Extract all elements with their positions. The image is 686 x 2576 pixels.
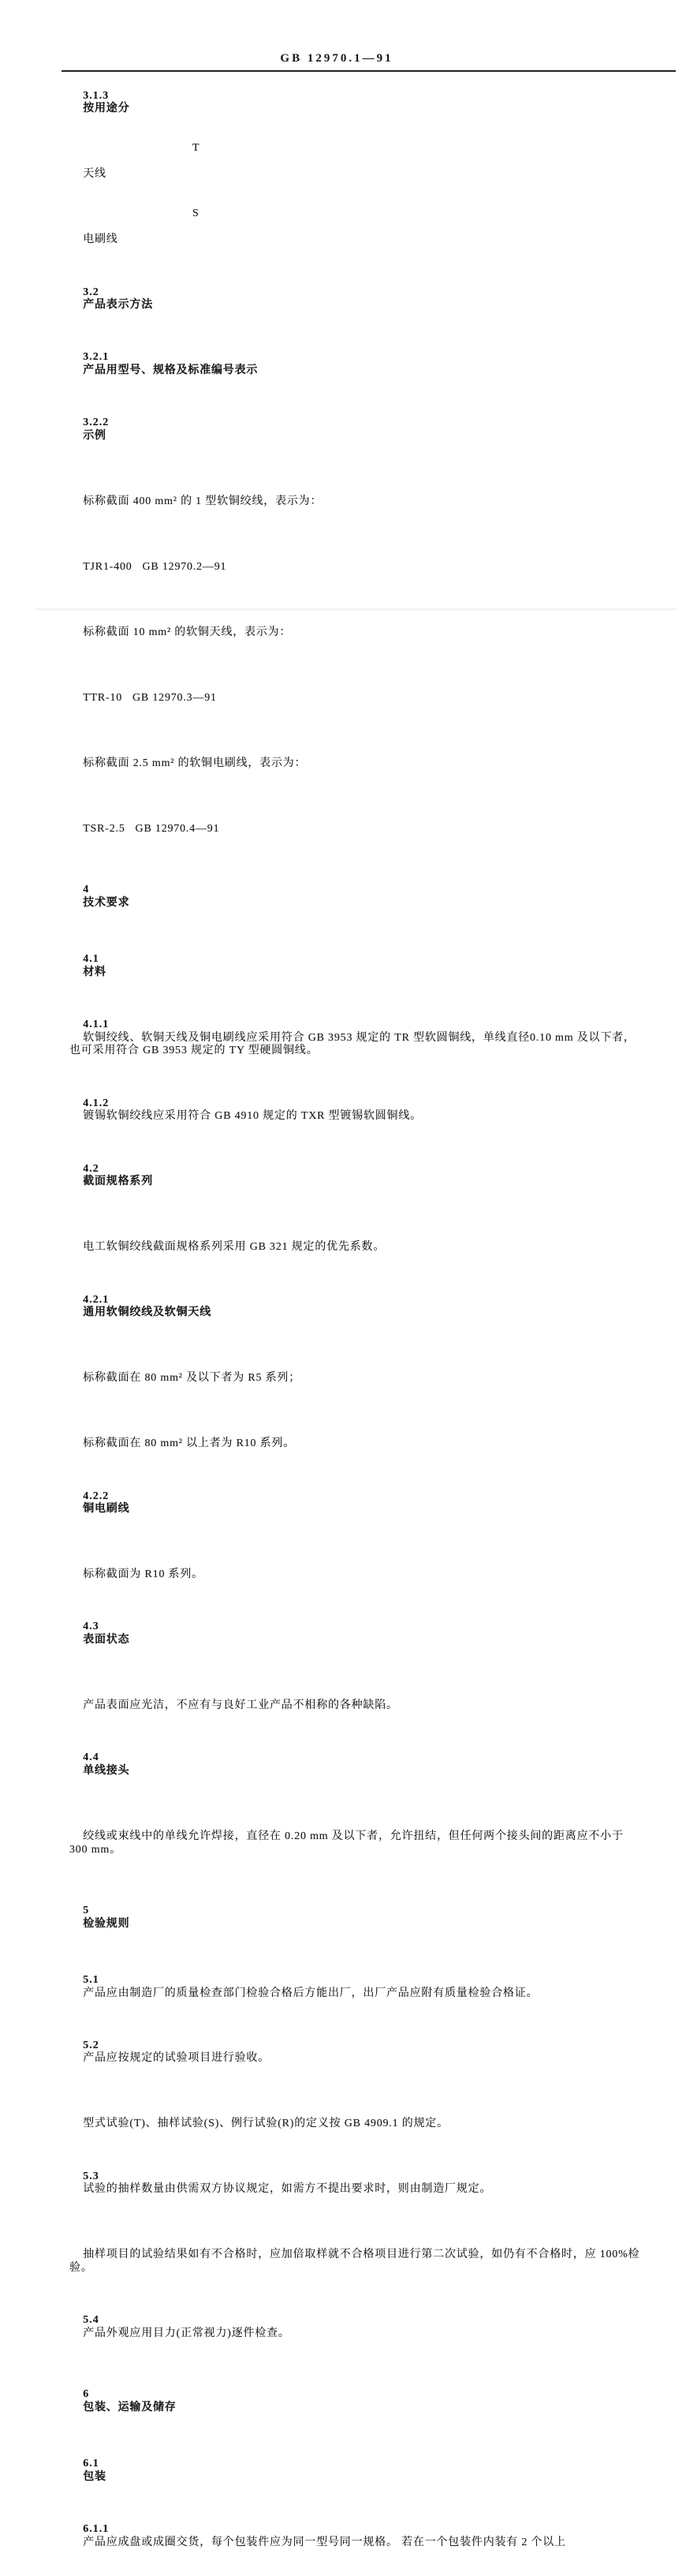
indented-paragraph bbox=[69, 1542, 640, 1608]
line-text: 产品外观应用目力(正常视力)逐件检查。 bbox=[83, 2327, 290, 2339]
example-line bbox=[69, 666, 640, 731]
line-text: 试验的抽样数量由供需双方协议规定，如需方不提出要求时，则由制造厂规定。 bbox=[83, 2183, 492, 2196]
line-text: 镀锡软铜绞线应采用符合 GB 4910 规定的 TXR 型镀锡软圆铜线。 bbox=[83, 1110, 422, 1123]
chapter-heading bbox=[69, 871, 640, 937]
clause-number: 5.1 bbox=[83, 1973, 99, 1986]
clause-heading bbox=[69, 940, 640, 1006]
clause-number: 4.1 bbox=[83, 953, 99, 966]
line-text: 标称截面在 80 mm² 及以下者为 R5 系列； bbox=[83, 1372, 301, 1385]
line-text: 按用途分 bbox=[83, 103, 130, 115]
clause-number: 3.2 bbox=[83, 286, 99, 298]
clause-paragraph bbox=[69, 2157, 640, 2223]
clause-number: 5.2 bbox=[83, 2039, 99, 2051]
line-text: 产品表面应光洁，不应有与良好工业产品不相称的各种缺陷。 bbox=[83, 1699, 398, 1712]
clause-number: 4.3 bbox=[83, 1621, 99, 1633]
doc-number: GB 12970.1—91 bbox=[280, 52, 393, 65]
line-text: 型式试验(T)、抽样试验(S)、例行试验(R)的定义按 GB 4909.1 的规定。 bbox=[83, 2118, 449, 2130]
clause-heading bbox=[69, 404, 640, 469]
clause-number: 3.1.3 bbox=[83, 89, 110, 102]
clause-heading bbox=[69, 338, 640, 404]
indented-paragraph bbox=[69, 1673, 640, 1739]
clause-number: 3.2.1 bbox=[83, 351, 110, 364]
indented-paragraph bbox=[69, 2092, 640, 2157]
clause-heading bbox=[69, 2445, 640, 2511]
clause-heading bbox=[69, 77, 640, 142]
clause-number: 5.3 bbox=[83, 2170, 99, 2182]
header-rule bbox=[62, 70, 676, 72]
line-text: 通用软铜绞线及软铜天线 bbox=[83, 1307, 212, 1319]
line-text: 示例 bbox=[83, 430, 106, 443]
line-text: 标称截面在 80 mm² 以上者为 R10 系列。 bbox=[83, 1438, 296, 1450]
line-text: 绞线或束线中的单线允许焊接，直径在 0.20 mm 及以下者，允许扭结，但任何两个接头间的距离应不小于 300 mm。 bbox=[69, 1830, 628, 1856]
line-text: 表面状态 bbox=[83, 1634, 130, 1647]
line-text: 电刷线 bbox=[83, 234, 118, 246]
clause-number: 4.1.2 bbox=[83, 1097, 110, 1109]
line-text: 包装、运输及储存 bbox=[83, 2401, 177, 2413]
chapter-heading bbox=[69, 2376, 640, 2441]
clause-paragraph bbox=[69, 2511, 640, 2576]
document-body bbox=[69, 77, 640, 2576]
line-text: 铜电刷线 bbox=[83, 1503, 130, 1516]
example-line bbox=[69, 535, 640, 600]
line-text: 标称截面为 R10 系列。 bbox=[83, 1568, 203, 1581]
clause-number: 4.2 bbox=[83, 1162, 99, 1175]
clause-number: 4 bbox=[83, 884, 90, 896]
line-text: 检验规则 bbox=[83, 1917, 130, 1930]
line-text: 产品应按规定的试验项目进行验收。 bbox=[83, 2052, 270, 2065]
clause-number: 3.2.2 bbox=[83, 417, 110, 429]
line-text: 单线接头 bbox=[83, 1765, 130, 1777]
clause-heading bbox=[69, 1150, 640, 1215]
clause-number: 5.4 bbox=[83, 2314, 99, 2327]
code-letter: T bbox=[192, 141, 200, 154]
line-text: 电工软铜绞线截面规格系列采用 GB 321 规定的优先系数。 bbox=[83, 1241, 386, 1254]
clause-paragraph bbox=[69, 2301, 640, 2367]
clause-heading bbox=[69, 1608, 640, 1673]
indented-paragraph bbox=[69, 469, 640, 535]
line-text: 天线 bbox=[83, 168, 106, 181]
indented-paragraph bbox=[69, 1411, 640, 1477]
clause-paragraph bbox=[69, 2026, 640, 2092]
line-text: 包装 bbox=[83, 2470, 106, 2483]
line-text: 截面规格系列 bbox=[83, 1176, 154, 1188]
clause-number: 6.1.1 bbox=[83, 2523, 110, 2536]
line-text: 产品应由制造厂的质量检查部门检验合格后方能出厂，出厂产品应附有质量检验合格证。 bbox=[83, 1987, 539, 1999]
page-bottom-edge bbox=[35, 608, 677, 611]
clause-number: 5 bbox=[83, 1904, 90, 1916]
clause-paragraph bbox=[69, 1084, 640, 1150]
indented-paragraph bbox=[69, 1215, 640, 1281]
clause-heading bbox=[69, 1281, 640, 1346]
line-text: 标称截面 2.5 mm² 的软铜电刷线，表示为： bbox=[83, 757, 307, 769]
clause-number: 6 bbox=[83, 2388, 90, 2401]
line-text: 产品用型号、规格及标准编号表示 bbox=[83, 365, 259, 377]
clause-heading bbox=[69, 1477, 640, 1542]
line-text: 产品应成盘或成圈交货，每个包装件应为同一型号同一规格。 若在一个包装件内装有 2 个以上 bbox=[83, 2536, 566, 2548]
clause-paragraph bbox=[69, 1006, 640, 1085]
line-text: TSR-2.5 GB 12970.4—91 bbox=[83, 822, 220, 835]
indented-paragraph bbox=[69, 731, 640, 797]
clause-heading bbox=[69, 1739, 640, 1804]
indented-paragraph bbox=[69, 2223, 640, 2301]
code-letter: S bbox=[192, 207, 199, 219]
line-text: TTR-10 GB 12970.3—91 bbox=[83, 691, 217, 704]
line-text: 标称截面 10 mm² 的软铜天线，表示为： bbox=[83, 626, 292, 638]
line-text: 产品表示方法 bbox=[83, 299, 154, 312]
example-line bbox=[69, 797, 640, 862]
clause-number: 4.1.1 bbox=[83, 1019, 110, 1031]
line-text: 标称截面 400 mm² 的 1 型软铜绞线，表示为： bbox=[83, 495, 322, 507]
chapter-heading bbox=[69, 1891, 640, 1957]
indented-paragraph bbox=[69, 1804, 640, 1883]
clause-number: 4.4 bbox=[83, 1752, 99, 1764]
line-text: 抽样项目的试验结果如有不合格时，应加倍取样就不合格项目进行第二次试验，如仍有不合格时，应 100%检验。 bbox=[69, 2249, 640, 2274]
definition-line bbox=[69, 142, 640, 208]
clause-heading bbox=[69, 273, 640, 338]
clause-paragraph bbox=[69, 1961, 640, 2026]
line-text: 软铜绞线、软铜天线及铜电刷线应采用符合 GB 3953 规定的 TR 型软圆铜线，单线直径0.10 mm 及以下者，也可采用符合 GB 3953 规定的 TY 型硬圆铜线。 bbox=[69, 1031, 636, 1057]
indented-paragraph bbox=[69, 1346, 640, 1411]
line-text: TJR1-400 GB 12970.2—91 bbox=[83, 560, 227, 573]
clause-number: 4.2.1 bbox=[83, 1293, 110, 1306]
clause-number: 4.2.2 bbox=[83, 1490, 110, 1502]
line-text: 材料 bbox=[83, 966, 106, 978]
clause-number: 6.1 bbox=[83, 2458, 99, 2470]
line-text: 技术要求 bbox=[83, 896, 130, 909]
definition-line bbox=[69, 208, 640, 273]
